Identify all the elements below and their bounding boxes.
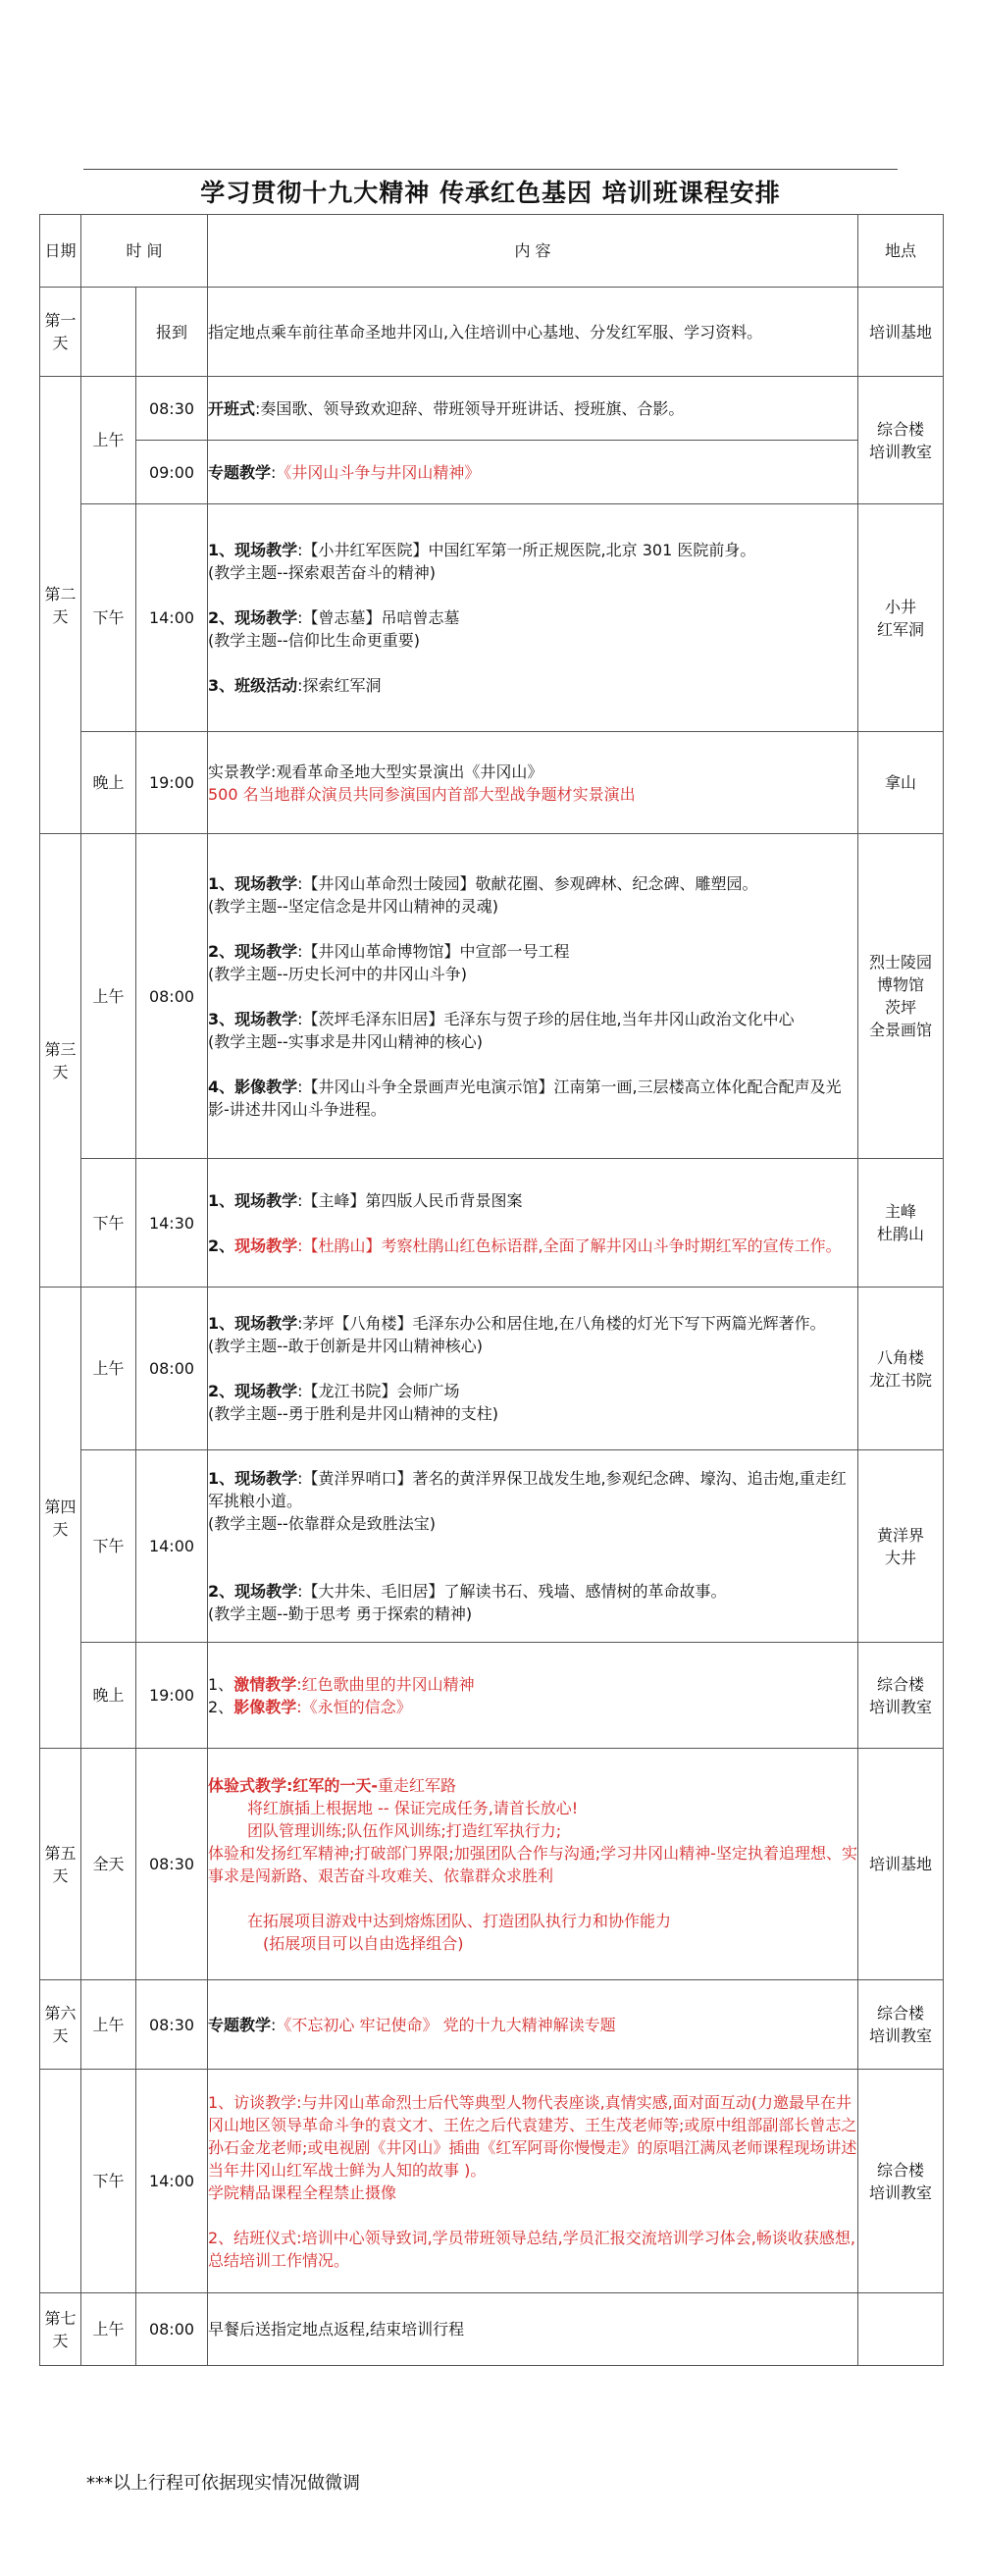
day-6-afternoon-location: 综合楼 培训教室 xyxy=(858,2070,944,2293)
day-7-time-0800: 08:00 xyxy=(136,2293,208,2366)
day-7-morning: 上午 xyxy=(81,2293,136,2366)
day-7-location xyxy=(858,2293,944,2366)
day-4-label: 第四天 xyxy=(40,1288,81,1749)
schedule-table xyxy=(39,214,944,2366)
day-4-time-0800: 08:00 xyxy=(136,1288,208,1450)
day-1-label: 第一天 xyxy=(40,288,81,377)
day-2-afternoon-content: 1、现场教学:【小井红军医院】中国红军第一所正规医院,北京 301 医院前身。 (教学主题--探索艰苦奋斗的精神) 2、现场教学:【曾志墓】吊唁曾志墓 (教学主题--信仰比生命更重要) 3、班级活动:探索红军洞 xyxy=(208,504,858,732)
day-4-morning: 上午 xyxy=(81,1288,136,1450)
day-6-content: 专题教学:《不忘初心 牢记使命》 党的十九大精神解读专题 xyxy=(208,1980,858,2070)
table-row xyxy=(40,288,944,377)
page-title: 学习贯彻十九大精神 传承红色基因 培训班课程安排 xyxy=(200,179,781,207)
table-row xyxy=(40,1643,944,1749)
title-rule xyxy=(83,169,898,170)
day-5-location: 培训基地 xyxy=(858,1749,944,1980)
header-location: 地点 xyxy=(858,215,944,288)
day-6-time-0830: 08:30 xyxy=(136,1980,208,2070)
opening-ceremony: 开班式:奏国歌、领导致欢迎辞、带班领导开班讲话、授班旗、合影。 xyxy=(208,377,858,441)
day-2-time-0830: 08:30 xyxy=(136,377,208,441)
table-row xyxy=(40,504,944,732)
day-1-checkin: 报到 xyxy=(136,288,208,377)
day-5-allday: 全天 xyxy=(81,1749,136,1980)
day-5-label: 第五天 xyxy=(40,1749,81,1980)
day-4-afternoon: 下午 xyxy=(81,1450,136,1643)
day-2-morning-location: 综合楼 培训教室 xyxy=(858,377,944,504)
table-row xyxy=(40,2070,944,2293)
day-4-evening-content: 1、激情教学:红色歌曲里的井冈山精神 2、影像教学:《永恒的信念》 xyxy=(208,1643,858,1749)
day-1-location: 培训基地 xyxy=(858,288,944,377)
header-content: 内 容 xyxy=(208,215,858,288)
table-row xyxy=(40,1749,944,1980)
day-2-time-1400: 14:00 xyxy=(136,504,208,732)
day-6-location: 综合楼 培训教室 xyxy=(858,1980,944,2070)
table-row xyxy=(40,1288,944,1450)
day-2-label: 第二天 xyxy=(40,377,81,834)
table-row xyxy=(40,1450,944,1643)
table-row xyxy=(40,1159,944,1288)
day-2-afternoon-location: 小井 红军洞 xyxy=(858,504,944,732)
topic-teaching: 专题教学:《井冈山斗争与井冈山精神》 xyxy=(208,441,858,504)
day-4-evening: 晚上 xyxy=(81,1643,136,1749)
day-3-afternoon-content: 1、现场教学:【主峰】第四版人民币背景图案 2、现场教学:【杜鹃山】考察杜鹃山红色标语群,全面了解井冈山斗争时期红军的宣传工作。 xyxy=(208,1159,858,1288)
footnote: ***以上行程可依据现实情况做微调 xyxy=(86,2473,360,2494)
day-1-content: 指定地点乘车前往革命圣地井冈山,入住培训中心基地、分发红军服、学习资料。 xyxy=(208,288,858,377)
table-row xyxy=(40,441,944,504)
day-3-afternoon: 下午 xyxy=(81,1159,136,1288)
table-row xyxy=(40,2293,944,2366)
day-6-label: 第六天 xyxy=(40,1980,81,2070)
day-4-morning-content: 1、现场教学:茅坪【八角楼】毛泽东办公和居住地,在八角楼的灯光下写下两篇光辉著作。 (教学主题--敢于创新是井冈山精神核心) 2、现场教学:【龙江书院】会师广场 (教学主题--勇于胜利是井冈山精神的支柱) xyxy=(208,1288,858,1450)
table-row xyxy=(40,1980,944,2070)
day-3-morning-location: 烈士陵园 博物馆 茨坪 全景画馆 xyxy=(858,834,944,1159)
day-2-evening-location: 拿山 xyxy=(858,732,944,834)
day-6-afternoon: 下午 xyxy=(81,2070,136,2293)
day-2-evening-content: 实景教学:观看革命圣地大型实景演出《井冈山》 500 名当地群众演员共同参演国内首部大型战争题材实景演出 xyxy=(208,732,858,834)
day-3-morning: 上午 xyxy=(81,834,136,1159)
day-7-label: 第七天 xyxy=(40,2293,81,2366)
day-3-afternoon-location: 主峰 杜鹃山 xyxy=(858,1159,944,1288)
day-2-time-0900: 09:00 xyxy=(136,441,208,504)
day-4-afternoon-content: 1、现场教学:【黄洋界哨口】著名的黄洋界保卫战发生地,参观纪念碑、壕沟、追击炮,重走红军挑粮小道。 (教学主题--依靠群众是致胜法宝) 2、现场教学:【大井朱、毛旧居】了解读书石、残墙、感情树的革命故事。 (教学主题--勤于思考 勇于探索的精神) xyxy=(208,1450,858,1643)
day-3-morning-content: 1、现场教学:【井冈山革命烈士陵园】敬献花圈、参观碑林、纪念碑、雕塑园。 (教学主题--坚定信念是井冈山精神的灵魂) 2、现场教学:【井冈山革命博物馆】中宣部一号工程 (教学主题--历史长河中的井冈山斗争) 3、现场教学:【茨坪毛泽东旧居】毛泽东与贺子珍的居住地,当年井冈山政治文化中心 (教学主题--实事求是井冈山精神的核心) 4、影像教学:【井冈山斗争全景画声光电演示馆】江南第一画,三层楼高立体化配合配声及光影-讲述井冈山斗争进程。 xyxy=(208,834,858,1159)
day-2-afternoon: 下午 xyxy=(81,504,136,732)
table-row xyxy=(40,377,944,441)
table-header-row xyxy=(40,215,944,288)
table-row xyxy=(40,834,944,1159)
day-4-morning-location: 八角楼 龙江书院 xyxy=(858,1288,944,1450)
header-time: 时 间 xyxy=(81,215,208,288)
day-4-time-1400: 14:00 xyxy=(136,1450,208,1643)
day-6-afternoon-content: 1、访谈教学:与井冈山革命烈士后代等典型人物代表座谈,真情实感,面对面互动(力邀最早在井冈山地区领导革命斗争的袁文才、王佐之后代袁建芳、王生茂老师等;或原中组部副部长曾志之孙石金龙老师;或电视剧《井冈山》插曲《红军阿哥你慢慢走》的原唱江满凤老师课程现场讲述当年井冈山红军战士鲜为人知的故事 )。 学院精品课程全程禁止摄像 2、结班仪式:培训中心领导致词,学员带班领导总结,学员汇报交流培训学习体会,畅谈收获感想,总结培训工作情况。 xyxy=(208,2070,858,2293)
table-row xyxy=(40,732,944,834)
day-6-afternoon-day-cell xyxy=(40,2070,81,2293)
day-4-afternoon-location: 黄洋界 大井 xyxy=(858,1450,944,1643)
day-6-morning: 上午 xyxy=(81,1980,136,2070)
day-2-morning: 上午 xyxy=(81,377,136,504)
day-4-evening-location: 综合楼 培训教室 xyxy=(858,1643,944,1749)
day-3-label: 第三天 xyxy=(40,834,81,1288)
day-5-time-0830: 08:30 xyxy=(136,1749,208,1980)
day-3-time-0800: 08:00 xyxy=(136,834,208,1159)
day-7-content: 早餐后送指定地点返程,结束培训行程 xyxy=(208,2293,858,2366)
day-1-period xyxy=(81,288,136,377)
day-3-time-1430: 14:30 xyxy=(136,1159,208,1288)
day-2-time-1900: 19:00 xyxy=(136,732,208,834)
day-5-content: 体验式教学:红军的一天-重走红军路 将红旗插上根据地 -- 保证完成任务,请首长放心! 团队管理训练;队伍作风训练;打造红军执行力; 体验和发扬红军精神;打破部门界限;加强团队合作与沟通;学习井冈山精神-坚定执着追理想、实事求是闯新路、艰苦奋斗攻难关、依靠群众求胜利 在拓展项目游戏中达到熔炼团队、打造团队执行力和协作能力 (拓展项目可以自由选择组合) xyxy=(208,1749,858,1980)
day-6-time-1400: 14:00 xyxy=(136,2070,208,2293)
header-day: 日期 xyxy=(40,215,81,288)
day-4-time-1900: 19:00 xyxy=(136,1643,208,1749)
day-2-evening: 晚上 xyxy=(81,732,136,834)
